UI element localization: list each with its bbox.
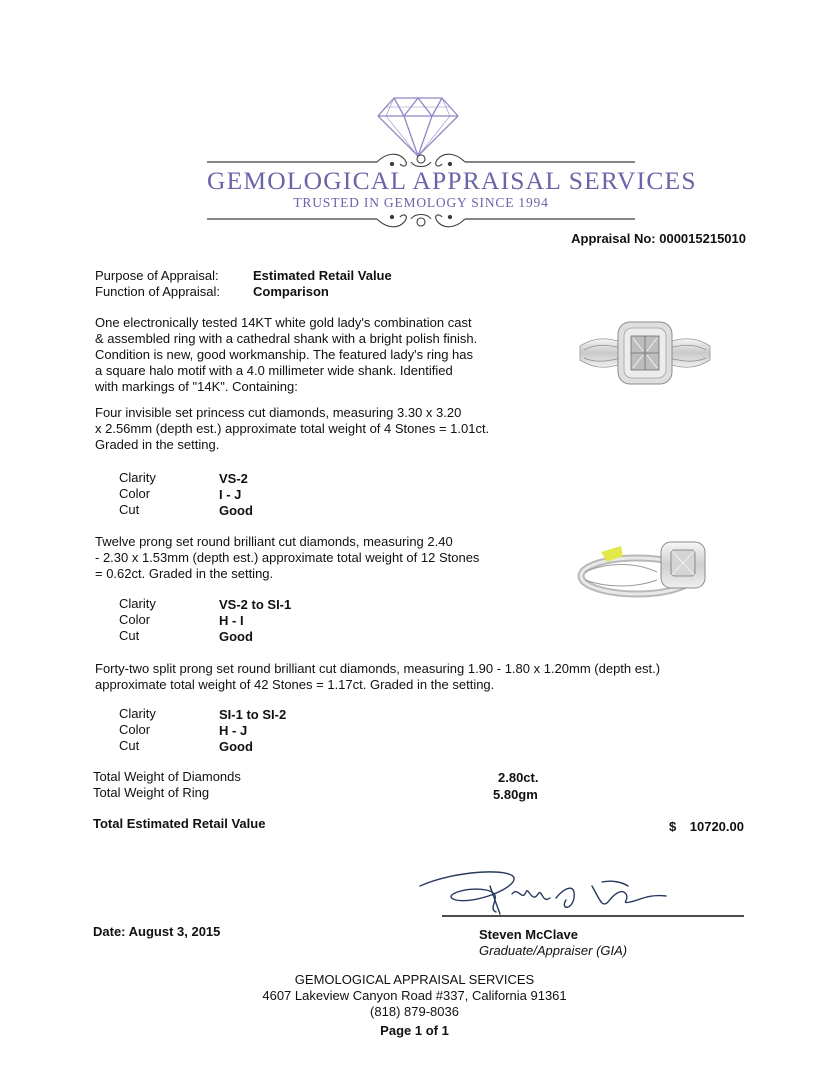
appraisal-date: Date: August 3, 2015: [93, 924, 221, 939]
stone-line: - 2.30 x 1.53mm (depth est.) approximate total weight of 12 Stones: [95, 550, 480, 565]
appraiser-signature: [416, 864, 746, 924]
cut-value: Good: [219, 503, 253, 518]
clarity-value: SI-1 to SI-2: [219, 707, 287, 722]
currency-symbol: $: [669, 819, 677, 834]
clarity-label: Clarity: [119, 596, 156, 611]
purpose-label: Purpose of Appraisal:: [95, 268, 219, 283]
stone-line: Graded in the setting.: [95, 437, 220, 452]
color-label: Color: [119, 722, 151, 737]
stone-line: Forty-two split prong set round brilliant cut diamonds, measuring 1.90 - 1.80 x 1.20mm (depth est.): [95, 661, 661, 676]
total-diamonds-value: 2.80ct.: [498, 770, 539, 785]
purpose-value: Estimated Retail Value: [253, 268, 392, 283]
total-ring-value: 5.80gm: [493, 787, 538, 802]
color-value: I - J: [219, 487, 242, 502]
cut-value: Good: [219, 629, 253, 644]
color-label: Color: [119, 612, 151, 627]
description-line: One electronically tested 14KT white gold lady's combination cast: [95, 315, 472, 330]
stone-group-1-description: [95, 405, 489, 453]
retail-value: 10720.00: [689, 819, 744, 834]
cut-label: Cut: [119, 628, 140, 643]
total-diamonds-label: Total Weight of Diamonds: [93, 769, 241, 784]
description-line: Condition is new, good workmanship. The featured lady's ring has: [95, 347, 474, 362]
ring-top-view-photo: [578, 316, 712, 390]
clarity-label: Clarity: [119, 706, 156, 721]
cut-label: Cut: [119, 738, 140, 753]
clarity-value: VS-2: [219, 471, 248, 486]
description-line: a square halo motif with a 4.0 millimeter wide shank. Identified: [95, 363, 453, 378]
ring-side-view-photo: [577, 532, 713, 602]
page-number: Page 1 of 1: [380, 1023, 449, 1038]
cut-label: Cut: [119, 502, 140, 517]
clarity-label: Clarity: [119, 470, 156, 485]
stone-line: Four invisible set princess cut diamonds, measuring 3.30 x 3.20: [95, 405, 462, 420]
clarity-value: VS-2 to SI-1: [219, 597, 292, 612]
appraiser-title: Graduate/Appraiser (GIA): [479, 943, 628, 958]
bottom-ornament-divider: [207, 210, 635, 230]
stone-line: Twelve prong set round brilliant cut diamonds, measuring 2.40: [95, 534, 453, 549]
cut-value: Good: [219, 739, 253, 754]
stone-line: = 0.62ct. Graded in the setting.: [95, 566, 274, 581]
footer-address: 4607 Lakeview Canyon Road #337, California 91361: [262, 988, 567, 1003]
color-label: Color: [119, 486, 151, 501]
stone-group-2-description: [95, 534, 479, 582]
stone-line: approximate total weight of 42 Stones = 1.17ct. Graded in the setting.: [95, 677, 495, 692]
company-tagline: TRUSTED IN GEMOLOGY SINCE 1994: [293, 195, 549, 210]
company-name: GEMOLOGICAL APPRAISAL SERVICES: [207, 166, 697, 195]
footer-phone: (818) 879-8036: [370, 1004, 459, 1019]
appraiser-name: Steven McClave: [479, 927, 578, 942]
appraisal-number: Appraisal No: 000015215010: [571, 231, 746, 246]
stone-line: x 2.56mm (depth est.) approximate total weight of 4 Stones = 1.01ct.: [95, 421, 490, 436]
function-value: Comparison: [253, 284, 329, 299]
total-ring-label: Total Weight of Ring: [93, 785, 210, 800]
description-line: with markings of "14K". Containing:: [95, 379, 298, 394]
ring-description: [95, 315, 477, 395]
retail-value-label: Total Estimated Retail Value: [93, 816, 266, 831]
function-label: Function of Appraisal:: [95, 284, 221, 299]
diamond-logo-icon: [376, 96, 460, 158]
stone-group-3-description: [95, 661, 660, 693]
footer-company: GEMOLOGICAL APPRAISAL SERVICES: [294, 972, 535, 987]
color-value: H - I: [219, 613, 244, 628]
color-value: H - J: [219, 723, 248, 738]
description-line: & assembled ring with a cathedral shank with a bright polish finish.: [95, 331, 478, 346]
